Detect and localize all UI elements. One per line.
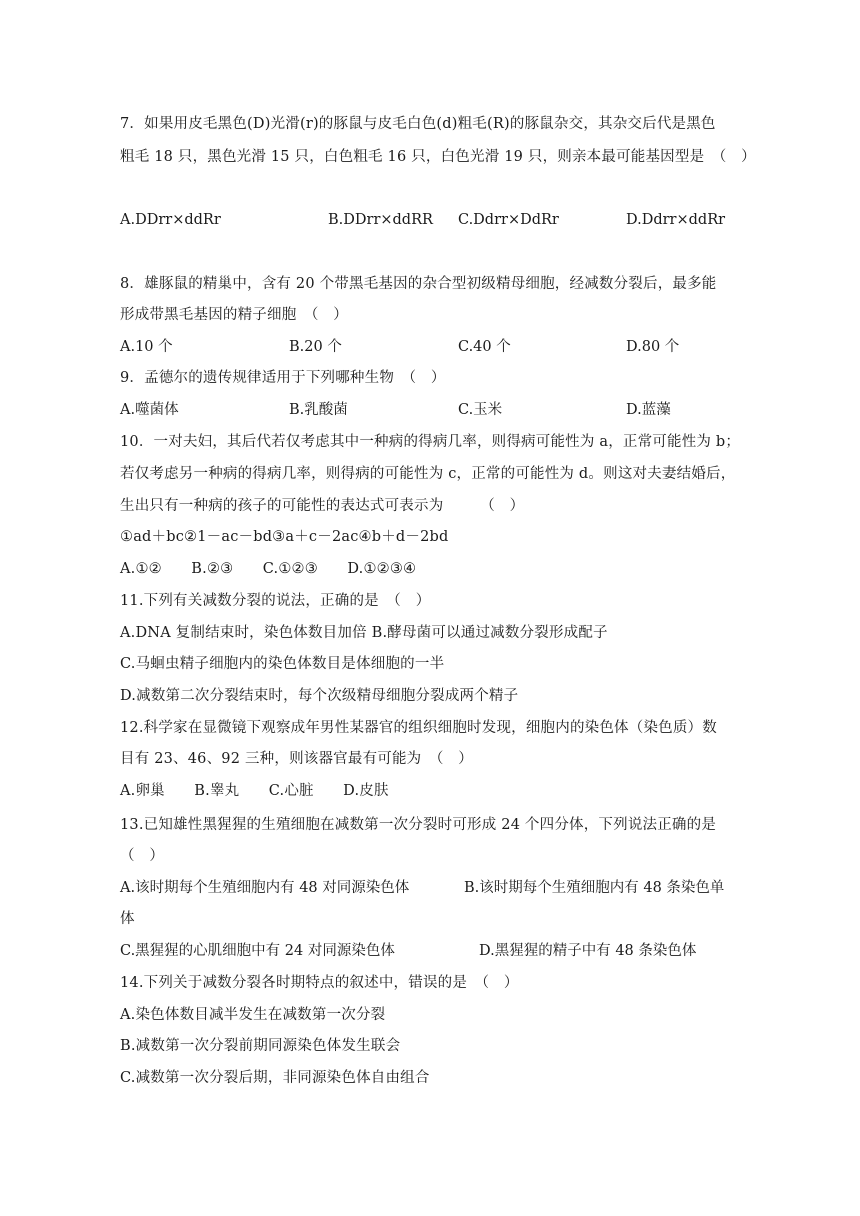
q9-stem: 9．孟德尔的遗传规律适用于下列哪种生物 （ ） [120,370,446,386]
q12-stem-line2: 目有 23、46、92 三种，则该器官最有可能为 （ ） [120,751,473,767]
q9-option-d: D.蓝藻 [626,402,671,418]
q7-stem-line2: 粗毛 18 只，黑色光滑 15 只，白色粗毛 16 只，白色光滑 19 只，则亲本最可能基因型是 （ ） [120,149,756,165]
q8-stem-line1: 8．雄豚鼠的精巢中，含有 20 个带黑毛基因的杂合型初级精母细胞，经减数分裂后，最多能 [120,276,717,292]
q8-stem-line2: 形成带黑毛基因的精子细胞 （ ） [120,307,348,323]
q13-option-b-wrap: 体 [120,911,135,927]
q10-stem-line1: 10．一对夫妇，其后代若仅考虑其中一种病的得病几率，则得病可能性为 a，正常可能性为 b； [120,434,741,450]
q10-expressions: ①ad＋bc②1－ac－bd③a＋c－2ac④b＋d－2bd [120,529,449,545]
q10-stem-line2: 若仅考虑另一种病的得病几率，则得病的可能性为 c，正常的可能性为 d。则这对夫妻结婚后， [120,466,736,482]
q13-option-b: B.该时期每个生殖细胞内有 48 条染色单 [464,880,725,896]
q7-option-b: B.DDrr×ddRR [328,212,433,228]
q7-stem-line1: 7．如果用皮毛黑色(D)光滑(r)的豚鼠与皮毛白色(d)粗毛(R)的豚鼠杂交，其杂交后代是黑色 [120,116,716,132]
q14-option-c: C.减数第一次分裂后期，非同源染色体自由组合 [120,1070,430,1086]
q7-option-a: A.DDrr×ddRr [120,212,221,228]
q7-option-d: D.Ddrr×ddRr [626,212,726,228]
q13-stem-line2: （ ） [120,848,165,864]
q14-option-a: A.染色体数目减半发生在减数第一次分裂 [120,1007,386,1023]
q9-option-b: B.乳酸菌 [289,402,348,418]
q10-options: A.①② B.②③ C.①②③ D.①②③④ [120,561,417,577]
q12-options: A.卵巢 B.睾丸 C.心脏 D.皮肤 [120,783,389,799]
q12-stem-line1: 12.科学家在显微镜下观察成年男性某器官的组织细胞时发现，细胞内的染色体（染色质）数 [120,720,717,736]
q9-option-a: A.噬菌体 [120,402,179,418]
q8-option-a: A.10 个 [120,339,173,355]
q8-option-b: B.20 个 [289,339,342,355]
q9-option-c: C.玉米 [458,402,503,418]
q8-option-c: C.40 个 [458,339,511,355]
q8-option-d: D.80 个 [626,339,680,355]
q11-option-d: D.减数第二次分裂结束时，每个次级精母细胞分裂成两个精子 [120,688,519,704]
q13-option-c: C.黑猩猩的心肌细胞中有 24 对同源染色体 [120,943,395,959]
q11-option-c: C.马蛔虫精子细胞内的染色体数目是体细胞的一半 [120,656,445,672]
q14-stem: 14.下列关于减数分裂各时期特点的叙述中，错误的是 （ ） [120,975,519,991]
q11-options-ab: A.DNA 复制结束时，染色体数目加倍 B.酵母菌可以通过减数分裂形成配子 [120,625,608,641]
q13-option-a: A.该时期每个生殖细胞内有 48 对同源染色体 [120,880,410,896]
q13-stem-line1: 13.已知雄性黑猩猩的生殖细胞在减数第一次分裂时可形成 24 个四分体，下列说法正确的是 [120,817,717,833]
q13-option-d: D.黑猩猩的精子中有 48 条染色体 [479,943,697,959]
q10-stem-line3: 生出只有一种病的孩子的可能性的表达式可表示为 （ ） [120,498,525,514]
q7-option-c: C.Ddrr×DdRr [458,212,559,228]
q11-stem: 11.下列有关减数分裂的说法，正确的是 （ ） [120,593,431,609]
q14-option-b: B.减数第一次分裂前期同源染色体发生联会 [120,1038,401,1054]
